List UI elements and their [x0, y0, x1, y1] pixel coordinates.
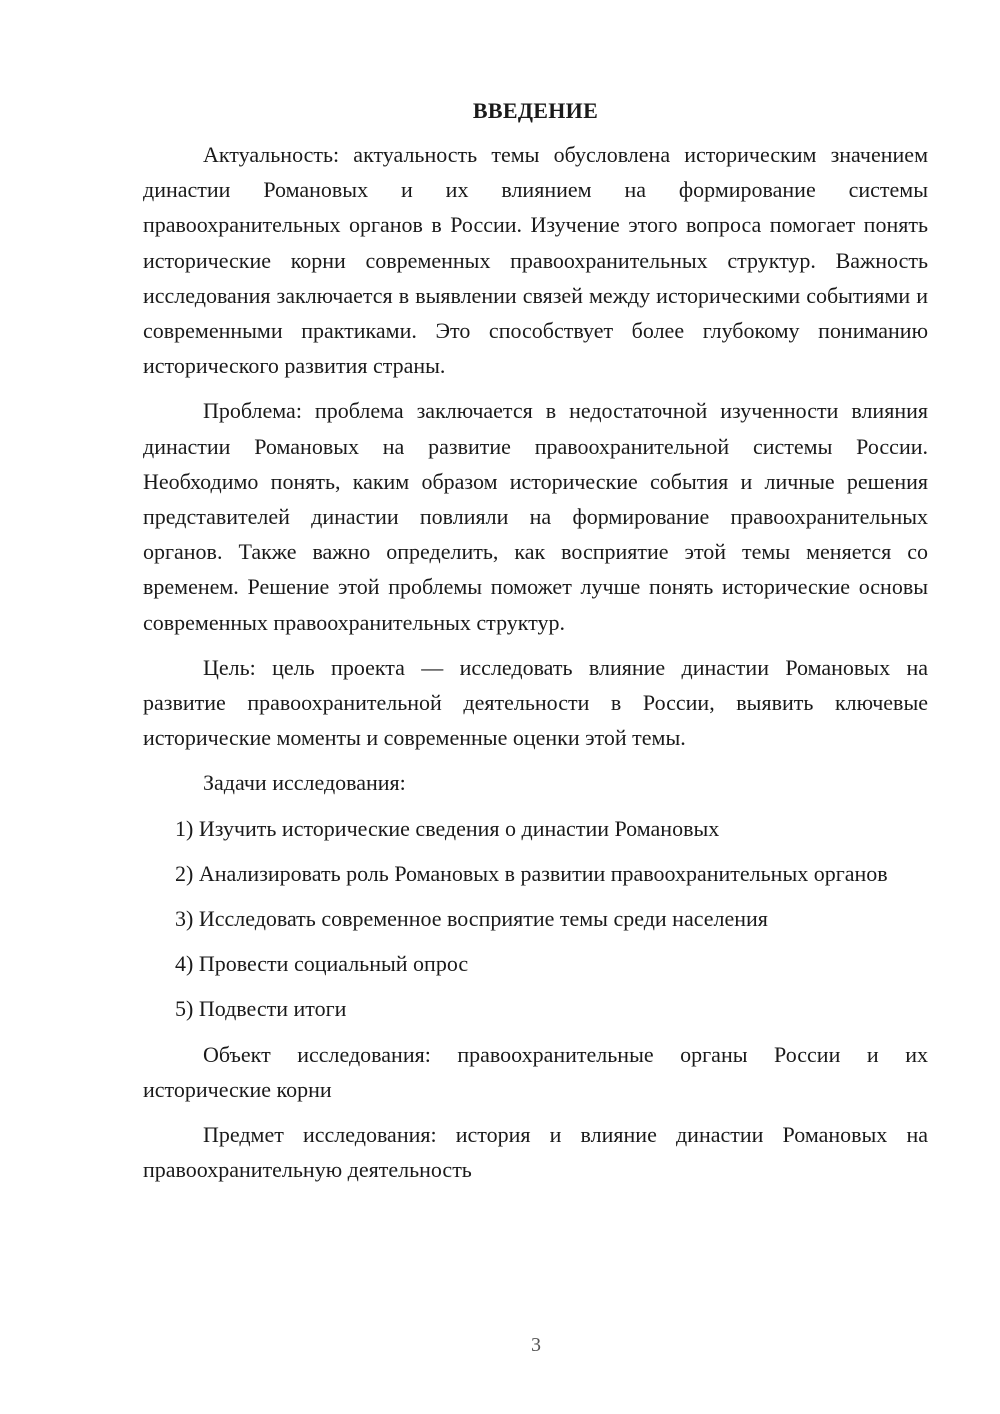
page-content [143, 96, 928, 1197]
subject-paragraph: Предмет исследования: история и влияние династии Романовых на правоохранительную деятельность [143, 1122, 928, 1183]
task-item-2: 2) Анализировать роль Романовых в развитии правоохранительных органов [175, 860, 888, 886]
relevance-paragraph: Актуальность: актуальность темы обусловлена историческим значением династии Романовых и их влиянием на формирование системы правоохранительных органов в России. Изучение этого вопроса помогает понять исторические корни современных правоохранительных структур. Важность исследования заключается в выявлении связей между историческими событиями и современными практиками. Это способствует более глубокому пониманию исторического развития страны. [143, 142, 928, 379]
task-item-5: 5) Подвести итоги [175, 996, 347, 1022]
page-number: 3 [531, 1334, 541, 1356]
tasks-heading: Задачи исследования: [203, 770, 406, 796]
goal-paragraph: Цель: цель проекта — исследовать влияние династии Романовых на развитие правоохранительной деятельности в России, выявить ключевые исторические моменты и современные оценки этой темы. [143, 654, 928, 751]
problem-paragraph: Проблема: проблема заключается в недостаточной изученности влияния династии Романовых на развитие правоохранительной системы России. Необходимо понять, каким образом исторические события и личные решения представителей династии повлияли на формирование правоохранительных органов. Также важно определить, как восприятие этой темы меняется со временем. Решение этой проблемы поможет лучше понять исторические основы современных правоохранительных структур. [143, 398, 928, 635]
task-item-3: 3) Исследовать современное восприятие темы среди населения [175, 906, 768, 932]
task-item-1: 1) Изучить исторические сведения о династии Романовых [175, 815, 720, 841]
page-title: ВВЕДЕНИЕ [472, 98, 599, 123]
object-paragraph: Объект исследования: правоохранительные органы России и их исторические корни [143, 1041, 928, 1102]
task-item-4: 4) Провести социальный опрос [175, 951, 469, 977]
